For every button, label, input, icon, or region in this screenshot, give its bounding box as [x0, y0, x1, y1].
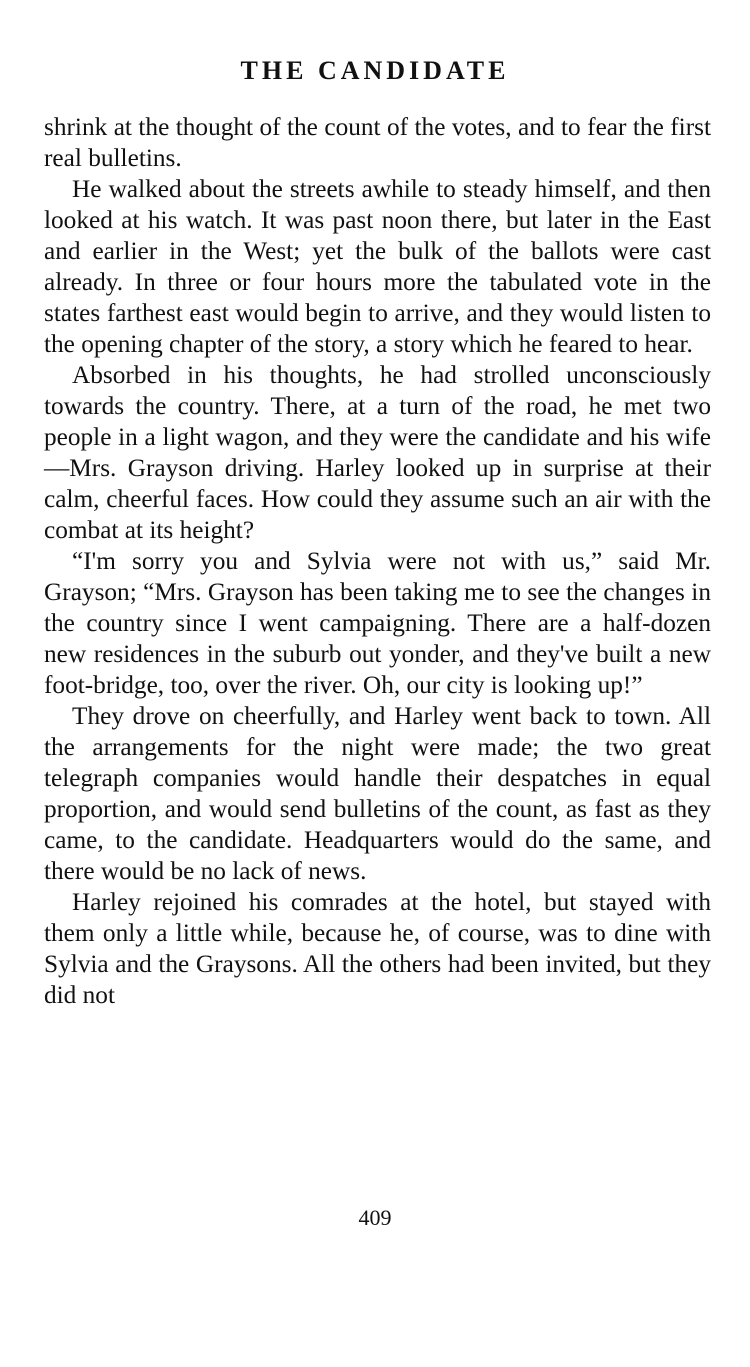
body-text [44, 112, 711, 1011]
paragraph-continued: shrink at the thought of the count of the votes, and to fear the first real bulletins. [44, 113, 711, 172]
paragraph: Absorbed in his thoughts, he had strolled unconsciously towards the country. There, at a turn of the road, he met two people in a light wagon, and they were the candidate and his wife—Mrs. Grayson driving. Harley looked up in surprise at their calm, cheerful faces. How could they assume such an air with the combat at its height? [44, 361, 711, 544]
running-head-title: THE CANDIDATE [240, 56, 510, 85]
paragraph: Harley rejoined his comrades at the hotel, but stayed with them only a little while, because he, of course, was to dine with Sylvia and the Graysons. All the others had been invited, but they did not [44, 888, 711, 1009]
page-number: 409 [358, 1205, 392, 1230]
paragraph: He walked about the streets awhile to steady himself, and then looked at his watch. It was past noon there, but later in the East and earlier in the West; yet the bulk of the ballots were cast already. In three or four hours more the tabulated vote in the states farthest east would begin to arrive, and they would listen to the opening chapter of the story, a story which he feared to hear. [44, 175, 711, 358]
paragraph: They drove on cheerfully, and Harley went back to town. All the arrangements for the night were made; the two great telegraph companies would handle their despatches in equal proportion, and would send bulletins of the count, as fast as they came, to the candidate. Headquarters would do the same, and there would be no lack of news. [44, 702, 711, 885]
paragraph: “I'm sorry you and Sylvia were not with us,” said Mr. Grayson; “Mrs. Grayson has been taking me to see the changes in the country since I went campaigning. There are a half-dozen new residences in the suburb out yonder, and they've built a new foot-bridge, too, over the river. Oh, our city is looking up!” [44, 547, 711, 699]
